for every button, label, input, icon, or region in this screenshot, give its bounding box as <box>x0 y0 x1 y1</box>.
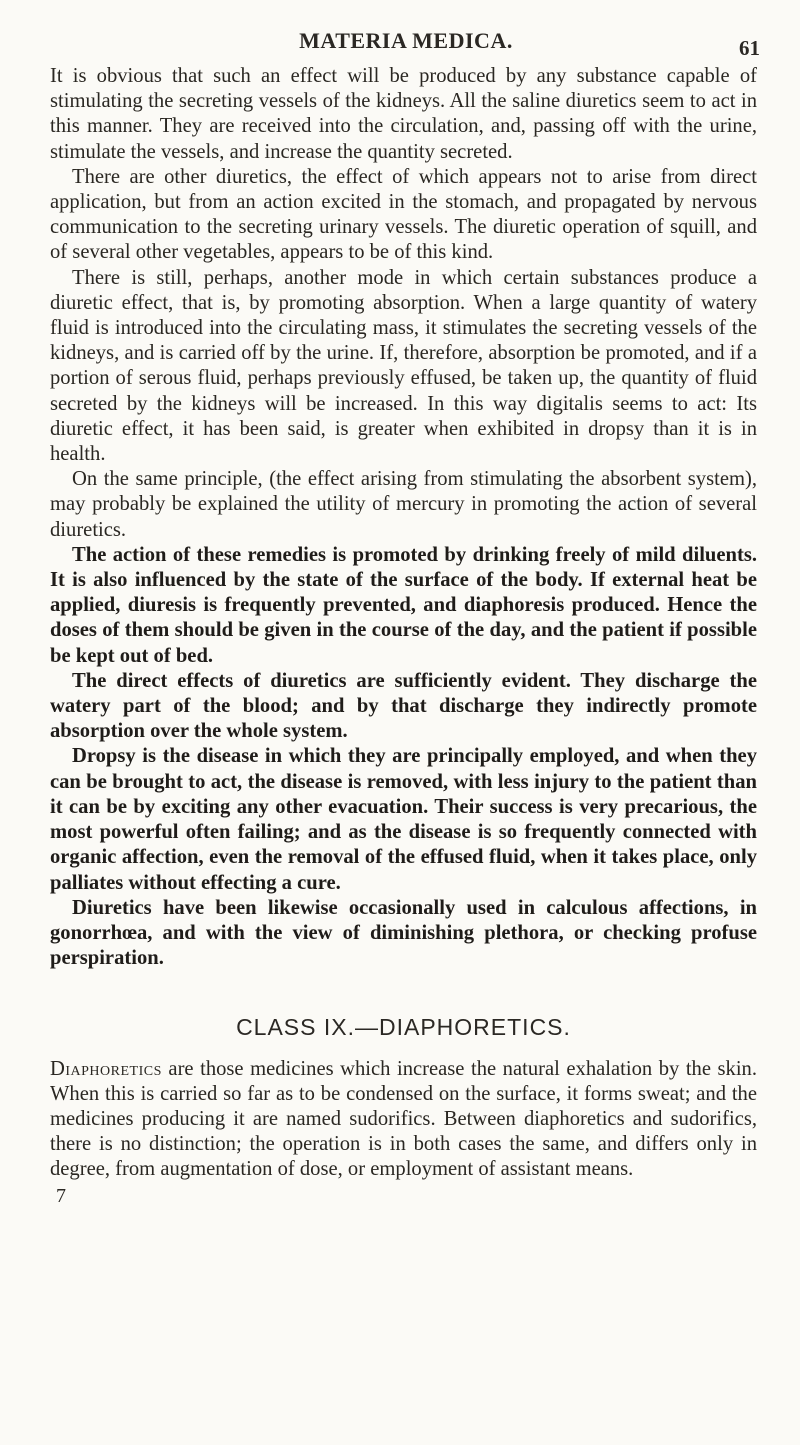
paragraph-absorption: There is still, perhaps, another mode in which certain substances produce a diuretic effect, that is, by promoting absorption. When a large quantity of watery fluid is introduced into the circulating mass, it stimulates the secreting vessels of the kidneys, and is carried off by the urine. If, therefore, absorption be promoted, and if a portion of serous fluid, perhaps previously effused, be taken up, the quantity of fluid secreted by the kidneys will be increased. In this way digitalis seems to act: Its diuretic effect, it has been said, is greater when exhibited in dropsy than it is in health. <box>50 266 757 466</box>
paragraph-calculous: Diuretics have been likewise occasionally used in calculous affections, in gonorrhœa, and with the view of diminishing plethora, or checking profuse perspiration. <box>50 896 757 970</box>
body-text <box>50 64 757 1209</box>
paragraph-diluents: The action of these remedies is promoted by drinking freely of mild diluents. It is also influenced by the state of the surface of the body. If external heat be applied, diuresis is frequently prevented, and diaphoresis produced. Hence the doses of them should be given in the course of the day, and the patient if possible be kept out of bed. <box>50 543 757 667</box>
signature-mark: 7 <box>56 1184 66 1207</box>
paragraph-mercury: On the same principle, (the effect arising from stimulating the absorbent system), may probably be explained the utility of mercury in promoting the action of several diuretics. <box>50 468 757 541</box>
lead-term: Diaphoretics <box>50 1057 162 1080</box>
paragraph-dropsy: Dropsy is the disease in which they are principally employed, and when they can be brought to act, the disease is removed, with less injury to the patient than it can be by exciting any other evacuation. Their success is very precarious, the most powerful often failing; and as the disease is so frequently connected with organic affection, even the removal of the effused fluid, when it takes place, only palliates without effecting a cure. <box>50 745 757 894</box>
running-title: MATERIA MEDICA. <box>299 28 513 53</box>
paragraph-diaphoretics <box>50 1057 757 1183</box>
page-number: 61 <box>739 36 760 60</box>
running-header <box>52 22 760 58</box>
paragraph-nervous-diuretics: There are other diuretics, the effect of which appears not to arise from direct application, but from an action excited in the stomach, and propagated by nervous communication to the secreting urinary vessels. The diuretic operation of squill, and of several other vegetables, appears to be of this kind. <box>50 165 757 264</box>
section-heading: CLASS IX.—DIAPHORETICS. <box>236 1014 571 1041</box>
diaphoretics-body: are those medicines which increase the natural exhalation by the skin. When this is carried so far as to be condensed on the surface, it forms sweat; and the medicines producing it are named sudorifics. Between diaphoretics and sudorifics, there is no distinction; the operation is in both cases the same, and differs only in degree, from augmentation of dose, or employment of assistant means. <box>50 1057 757 1181</box>
paragraph-saline-diuretics: It is obvious that such an effect will be produced by any substance capable of stimulating the secreting vessels of the kidneys. All the saline diuretics seem to act in this manner. They are received into the circulation, and, passing off with the urine, stimulate the vessels, and increase the quantity secreted. <box>50 65 757 163</box>
paragraph-direct-effects: The direct effects of diuretics are sufficiently evident. They discharge the watery part of the blood; and by that discharge they indirectly promote absorption over the whole system. <box>50 669 757 743</box>
